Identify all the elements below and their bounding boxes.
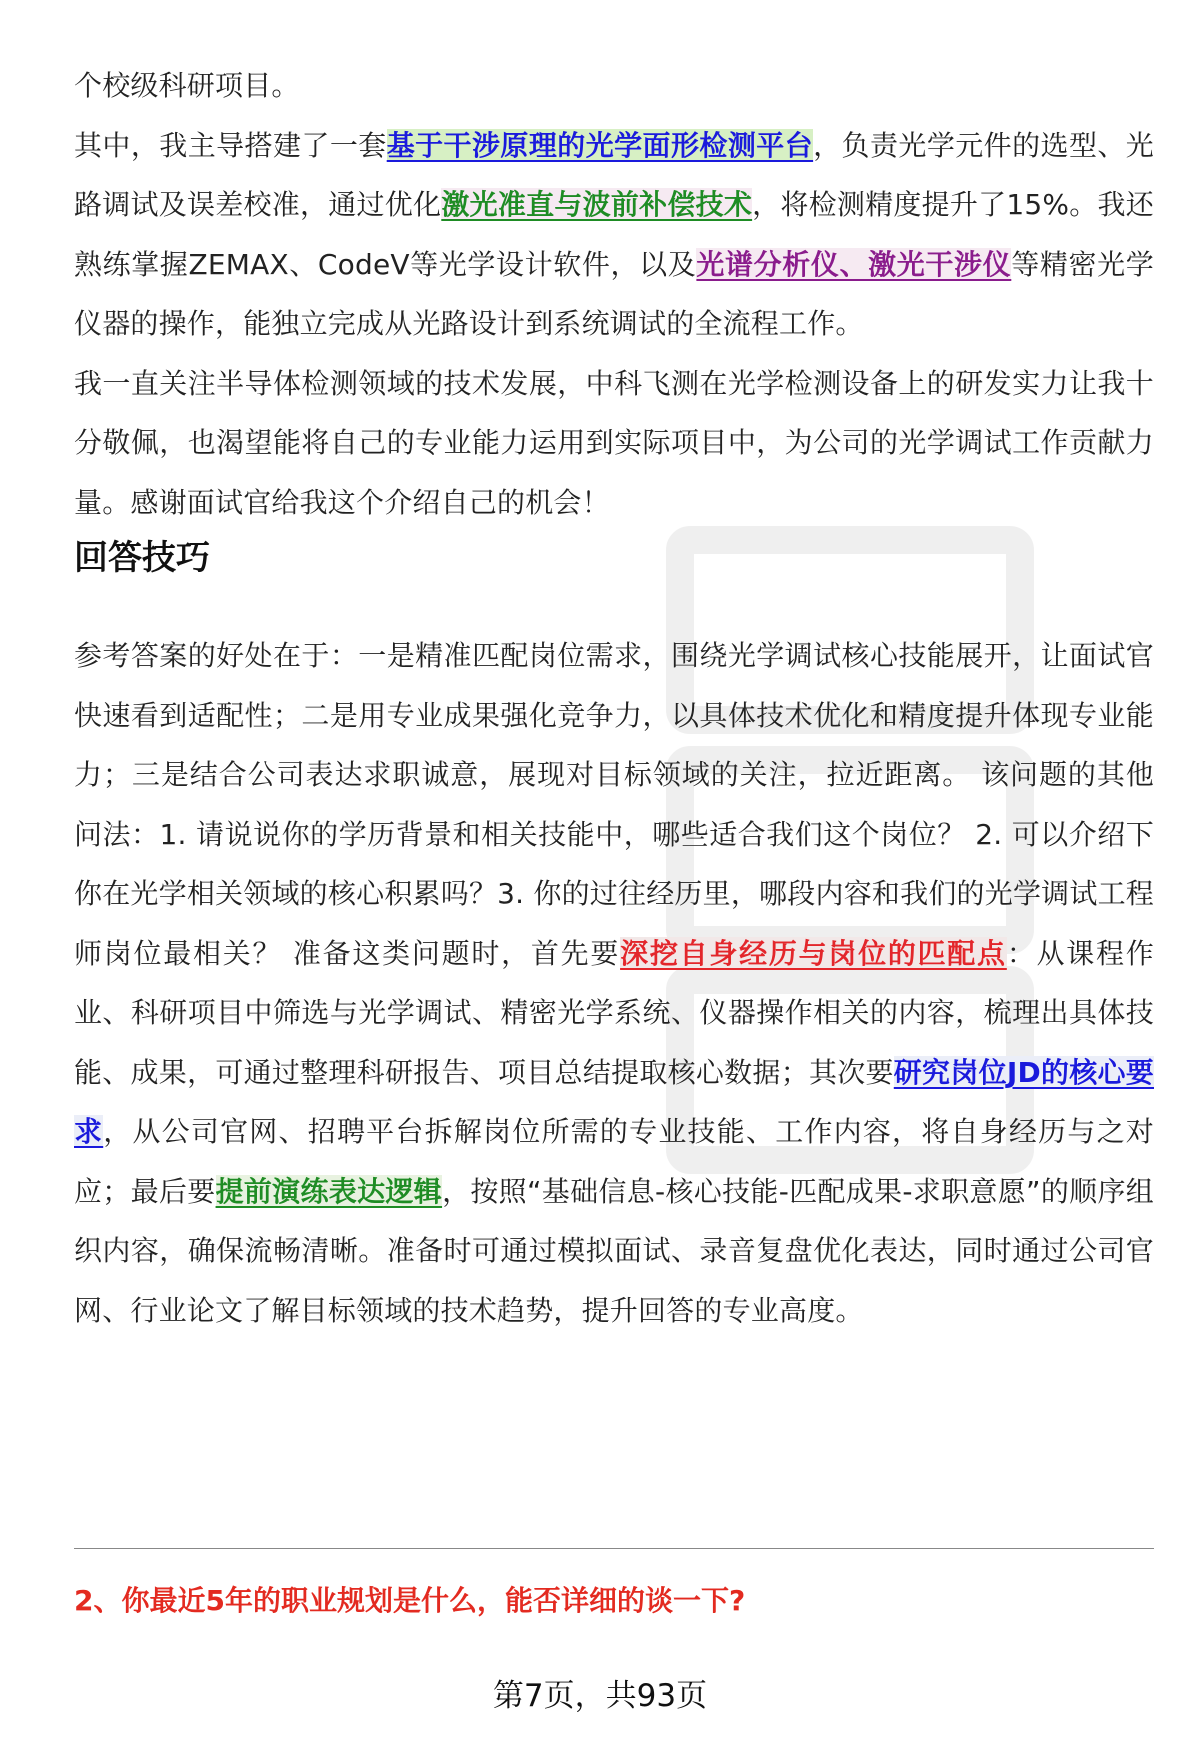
highlight-practice-logic: 提前演练表达逻辑 <box>215 1174 443 1208</box>
page-number: 第7页，共93页 <box>492 1678 708 1714</box>
paragraph-experience <box>74 116 1154 354</box>
section-heading: 回答技巧 <box>74 538 210 578</box>
paragraph-answer-tips <box>74 626 1154 1340</box>
content-area <box>74 56 1154 1340</box>
text-run: 参考答案的好处在于：一是精准匹配岗位需求，围绕光学调试核心技能展开，让面试官快速看到适配性；二是用专业成果强化竞争力，以具体技术优化和精度提升体现专业能力；三是结合公司表达求职诚意，展现对目标领域的关注，拉近距离。 该问题的其他问法：1. 请说说你的学历背景和相关技能中，哪些适合我们这个岗位？ 2. 可以介绍下你在光学相关领域的核心积累吗？3. 你的过往经历里，哪段内容和我们的光学调试工程师岗位最相关？ 准备这类问题时，首先要 <box>74 639 1154 970</box>
text-run: ，从公司官网、招聘平台拆解岗位所需的专业技能、工作内容，将自身经历与之对应；最后要 <box>74 1115 1154 1208</box>
text-run: ，负责光学元件的选型、光路调试及误差校准，通过优化 <box>74 128 1155 221</box>
text-run: 等精密光学仪器的操作，能独立完成从光路设计到系统调试的全流程工作。 <box>74 247 1154 340</box>
text-run: ：从课程作业、科研项目中筛选与光学调试、精密光学系统、仪器操作相关的内容，梳理出具体技能、成果，可通过整理科研报告、项目总结提取核心数据；其次要 <box>74 936 1154 1089</box>
paragraph-motivation: 我一直关注半导体检测领域的技术发展，中科飞测在光学检测设备上的研发实力让我十分敬佩，也渴望能将自己的专业能力运用到实际项目中，为公司的光学调试工作贡献力量。感谢面试官给我这个介绍自己的机会！ <box>74 366 1154 519</box>
highlight-jd-requirements: 研究岗位JD的核心要求 <box>74 1055 1154 1148</box>
highlight-instruments: 光谱分析仪、激光干涉仪 <box>696 247 1012 281</box>
highlight-match-points: 深挖自身经历与岗位的匹配点 <box>620 936 1007 970</box>
text-run: ，按照“基础信息-核心技能-匹配成果-求职意愿”的顺序组织内容，确保流畅清晰。准备时可通过模拟面试、录音复盘优化表达，同时通过公司官网、行业论文了解目标领域的技术趋势，提升回答的专业高度。 <box>74 1174 1154 1327</box>
next-question-heading: 2、你最近5年的职业规划是什么，能否详细的谈一下? <box>74 1584 746 1617</box>
text-run: ，将检测精度提升了15%。我还熟练掌握ZEMAX、CodeV等光学设计软件，以及 <box>74 188 1154 281</box>
section-divider <box>74 1548 1154 1549</box>
paragraph-intro-end: 个校级科研项目。 <box>74 69 300 102</box>
highlight-laser-tech: 激光准直与波前补偿技术 <box>441 188 753 221</box>
text-run: 其中，我主导搭建了一套 <box>74 128 387 162</box>
highlight-platform: 基于干涉原理的光学面形检测平台 <box>386 128 814 162</box>
